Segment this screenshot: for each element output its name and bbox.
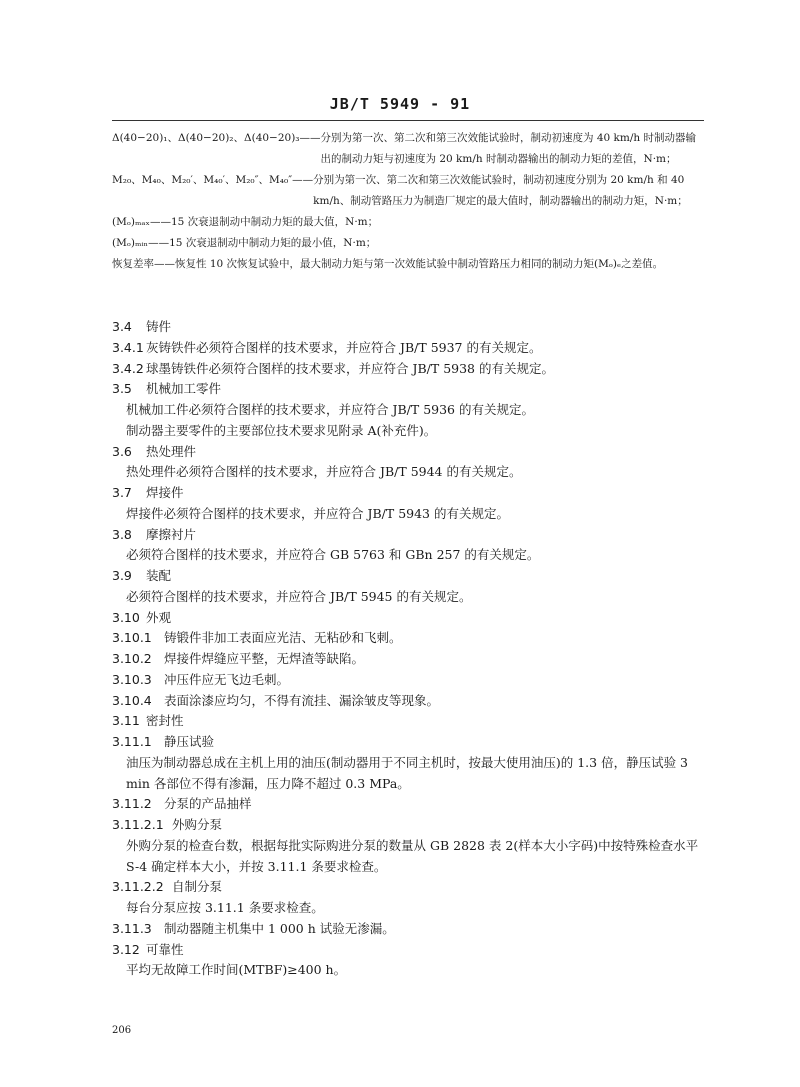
section-number: 3.11.3	[112, 920, 152, 936]
section-number: 3.11	[112, 713, 140, 729]
section-number: 3.10.3	[112, 671, 152, 687]
section-heading	[112, 379, 704, 400]
symbol-definition: Δ(40−20)₁、Δ(40−20)₂、Δ(40−20)₃ —— 分别为第一次、第二次和第三次效能试验时，制动初速度为 40 km/h 时制动器输出的制动力矩与初速度为 20 km/h 时制动器输出的制动力矩的差值，N·m；	[112, 128, 704, 170]
section-number: 3.10.4	[112, 692, 152, 708]
header-rule	[112, 120, 704, 121]
clause	[112, 670, 704, 691]
symbol-definition: (Mₒ)ₘₐₓ —— 15 次衰退制动中制动力矩的最大值，N·m；	[112, 212, 704, 233]
symbol-definition: 恢复差率 —— 恢复性 10 次恢复试验中，最大制动力矩与第一次效能试验中制动管路压力相同的制动力矩(Mₒ)ₑ之差值。	[112, 254, 704, 275]
section-text: 铸件	[146, 319, 172, 334]
section-number: 3.6	[112, 443, 132, 459]
section-text: 可靠性	[146, 941, 184, 957]
symbol-key: Δ(40−20)₁、Δ(40−20)₂、Δ(40−20)₃	[112, 132, 300, 144]
section-text: 摩擦衬片	[146, 526, 197, 542]
section-heading	[112, 483, 704, 504]
paragraph: 焊接件必须符合图样的技术要求，并应符合 JB/T 5943 的有关规定。	[126, 505, 509, 521]
paragraph: 必须符合图样的技术要求，并应符合 GB 5763 和 GBn 257 的有关规定。	[126, 547, 540, 563]
section-heading	[112, 317, 704, 338]
clause	[112, 877, 704, 898]
section-heading	[112, 442, 704, 463]
section-heading	[112, 566, 704, 587]
section-number: 3.9	[112, 568, 132, 583]
paragraph: 平均无故障工作时间(MTBF)≥400 h。	[126, 962, 347, 978]
clause	[112, 919, 704, 940]
section-text: 装配	[146, 568, 172, 583]
section-number: 3.4	[112, 319, 132, 334]
section-number: 3.8	[112, 526, 132, 542]
section-text: 外购分泵	[172, 817, 223, 832]
paragraph: 每台分泵应按 3.11.1 条要求检查。	[126, 900, 324, 915]
paragraph: 外购分泵的检查台数，根据每批实际购进分泵的数量从 GB 2828 表 2(样本大小字码)中按特殊检查水平 S-4 确定样本大小，并按 3.11.1 条要求检查。	[126, 837, 699, 874]
symbol-definitions	[112, 128, 704, 275]
section-text: 冲压件应无飞边毛刺。	[164, 671, 290, 687]
section-text: 分泵的产品抽样	[164, 796, 252, 812]
clause	[112, 794, 704, 815]
clause	[112, 732, 704, 753]
section-number: 3.4.1	[112, 339, 144, 355]
section-text: 静压试验	[164, 734, 215, 749]
clause	[112, 359, 704, 380]
clause	[112, 338, 704, 359]
clause	[112, 649, 704, 670]
clause	[112, 815, 704, 836]
paragraph: 机械加工件必须符合图样的技术要求，并应符合 JB/T 5936 的有关规定。	[126, 402, 534, 417]
section-number: 3.10.2	[112, 651, 152, 666]
section-number: 3.12	[112, 941, 140, 957]
page-header: JB/T 5949 - 91	[329, 95, 471, 113]
section-text: 铸锻件非加工表面应光洁、无粘砂和飞刺。	[164, 630, 402, 646]
section-text: 球墨铸铁件必须符合图样的技术要求，并应符合 JB/T 5938 的有关规定。	[146, 360, 554, 376]
symbol-key: (Mₒ)ₘᵢₙ	[112, 237, 149, 249]
symbol-text: 分别为第一次、第二次和第三次效能试验时，制动初速度为 40 km/h 时制动器输出的制动力矩与初速度为 20 km/h 时制动器输出的制动力矩的差值，N·m；	[320, 132, 697, 165]
section-heading	[112, 525, 704, 546]
symbol-key: M₂₀、M₄₀、M₂₀′、M₄₀′、M₂₀″、M₄₀″	[112, 174, 293, 186]
section-text: 灰铸铁件必须符合图样的技术要求，并应符合 JB/T 5937 的有关规定。	[146, 339, 542, 355]
paragraph: 油压为制动器总成在主机上用的油压(制动器用于不同主机时，按最大使用油压)的 1.3 倍，静压试验 3 min 各部位不得有渗漏，压力降不超过 0.3 MPa。	[126, 754, 689, 791]
section-text: 制动器随主机集中 1 000 h 试验无渗漏。	[164, 920, 395, 936]
symbol-text: 分别为第一次、第二次和第三次效能试验时，制动初速度分别为 20 km/h 和 40 km/h、制动管路压力为制造厂规定的最大值时，制动器输出的制动力矩，N·m；	[313, 174, 688, 207]
section-number: 3.5	[112, 381, 132, 397]
paragraph: 热处理件必须符合图样的技术要求，并应符合 JB/T 5944 的有关规定。	[126, 464, 522, 480]
section-number: 3.10	[112, 609, 140, 625]
symbol-key: (Mₒ)ₘₐₓ	[112, 216, 150, 228]
section-heading	[112, 940, 704, 961]
section-text: 热处理件	[146, 443, 197, 459]
section-text: 焊接件	[146, 485, 184, 500]
section-heading	[112, 608, 704, 629]
symbol-text: 15 次衰退制动中制动力矩的最小值，N·m；	[169, 237, 377, 249]
clause	[112, 691, 704, 712]
section-heading	[112, 711, 704, 732]
section-text: 自制分泵	[172, 879, 223, 895]
page-number: 206	[112, 1025, 132, 1036]
symbol-key: 恢复差率	[112, 258, 154, 270]
section-text: 外观	[146, 609, 172, 625]
section-number: 3.10.1	[112, 630, 152, 646]
paragraph: 必须符合图样的技术要求，并应符合 JB/T 5945 的有关规定。	[126, 588, 472, 604]
symbol-text: 恢复性 10 次恢复试验中，最大制动力矩与第一次效能试验中制动管路压力相同的制动力矩(Mₒ)ₑ之差值。	[175, 258, 664, 270]
section-text: 机械加工零件	[146, 381, 222, 397]
symbol-definition: M₂₀、M₄₀、M₂₀′、M₄₀′、M₂₀″、M₄₀″ —— 分别为第一次、第二次和第三次效能试验时，制动初速度分别为 20 km/h 和 40 km/h、制动管路压力为制造厂规定的最大值时，制动器输出的制动力矩，N·m；	[112, 170, 704, 212]
section-number: 3.11.1	[112, 734, 152, 749]
section-number: 3.11.2.1	[112, 817, 164, 832]
section-number: 3.7	[112, 485, 132, 500]
symbol-text: 15 次衰退制动中制动力矩的最大值，N·m；	[170, 216, 379, 228]
section-number: 3.11.2	[112, 796, 152, 812]
paragraph: 制动器主要零件的主要部位技术要求见附录 A(补充件)。	[126, 422, 437, 438]
symbol-definition: (Mₒ)ₘᵢₙ —— 15 次衰退制动中制动力矩的最小值，N·m；	[112, 233, 704, 254]
section-number: 3.4.2	[112, 360, 144, 376]
section-text: 密封性	[146, 713, 184, 729]
document-body	[112, 317, 704, 981]
clause	[112, 628, 704, 649]
section-text: 表面涂漆应均匀，不得有流挂、漏涂皱皮等现象。	[164, 692, 440, 708]
section-text: 焊接件焊缝应平整，无焊渣等缺陷。	[164, 651, 365, 666]
section-number: 3.11.2.2	[112, 879, 164, 895]
